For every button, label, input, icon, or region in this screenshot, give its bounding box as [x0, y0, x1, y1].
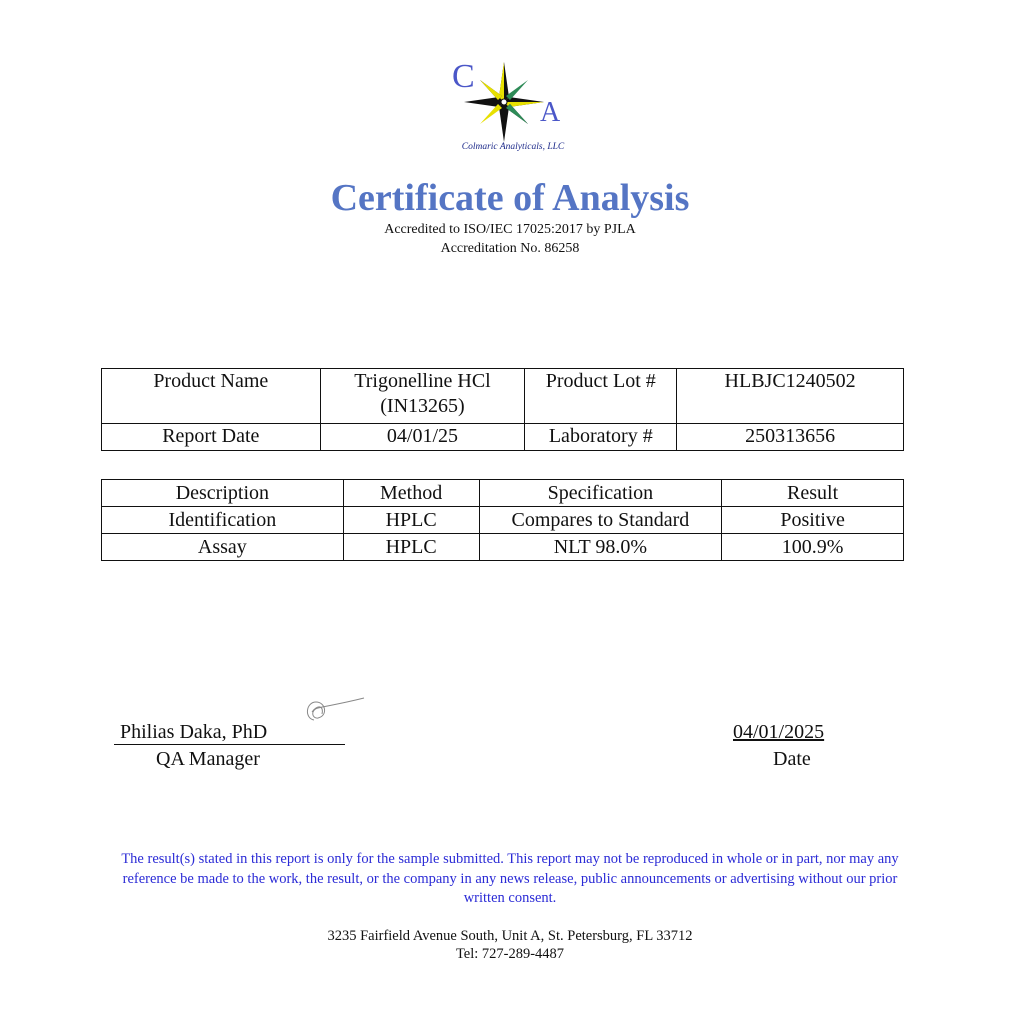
report-date-value: 04/01/25: [320, 424, 525, 451]
accreditation-line: Accredited to ISO/IEC 17025:2017 by PJLA: [384, 222, 636, 237]
column-header: Result: [722, 480, 904, 507]
logo-letter-c: C: [452, 58, 475, 95]
product-name-value: [320, 369, 525, 424]
product-name-label: Product Name: [102, 369, 321, 424]
table-cell: Assay: [102, 534, 344, 561]
table-row: [102, 507, 904, 534]
signature-date: 04/01/2025: [733, 721, 825, 743]
date-label: Date: [773, 748, 811, 770]
report-date-label: Report Date: [102, 424, 321, 451]
column-header: Method: [343, 480, 479, 507]
logo-company-name: Colmaric Analyticals, LLC: [461, 142, 565, 152]
table-cell: Positive: [722, 507, 904, 534]
product-name-line1: Trigonelline HCl: [354, 370, 491, 392]
disclaimer-text: The result(s) stated in this report is only for the sample submitted. This report may not be reproduced in whole or in part, nor may any reference be made to the work, the result, or the company in any news release, public announcements or advertising without our prior written consent.: [121, 851, 899, 906]
page-title: Certificate of Analysis: [330, 177, 690, 219]
laboratory-number-value: 250313656: [677, 424, 904, 451]
results-table: [101, 479, 904, 561]
table-cell: NLT 98.0%: [479, 534, 722, 561]
product-name-line2: (IN13265): [380, 395, 465, 417]
column-header: Description: [102, 480, 344, 507]
table-row: [102, 369, 904, 424]
table-header-row: [102, 480, 904, 507]
table-row: [102, 534, 904, 561]
column-header: Specification: [479, 480, 722, 507]
table-cell: 100.9%: [722, 534, 904, 561]
company-logo: [428, 58, 598, 162]
laboratory-number-label: Laboratory #: [525, 424, 677, 451]
product-lot-value: HLBJC1240502: [677, 369, 904, 424]
table-cell: HPLC: [343, 534, 479, 561]
product-lot-label: Product Lot #: [525, 369, 677, 424]
compass-star-icon: [454, 60, 554, 144]
accreditation-number: Accreditation No. 86258: [440, 241, 580, 256]
company-address: 3235 Fairfield Avenue South, Unit A, St. Petersburg, FL 33712: [327, 928, 693, 944]
product-info-table: [101, 368, 904, 451]
table-cell: HPLC: [343, 507, 479, 534]
logo-letter-a: A: [540, 97, 561, 128]
signatory-title: QA Manager: [156, 748, 260, 770]
signatory-name: Philias Daka, PhD: [114, 720, 345, 745]
company-phone: Tel: 727-289-4487: [455, 946, 565, 962]
table-cell: Compares to Standard: [479, 507, 722, 534]
table-row: [102, 424, 904, 451]
table-cell: Identification: [102, 507, 344, 534]
